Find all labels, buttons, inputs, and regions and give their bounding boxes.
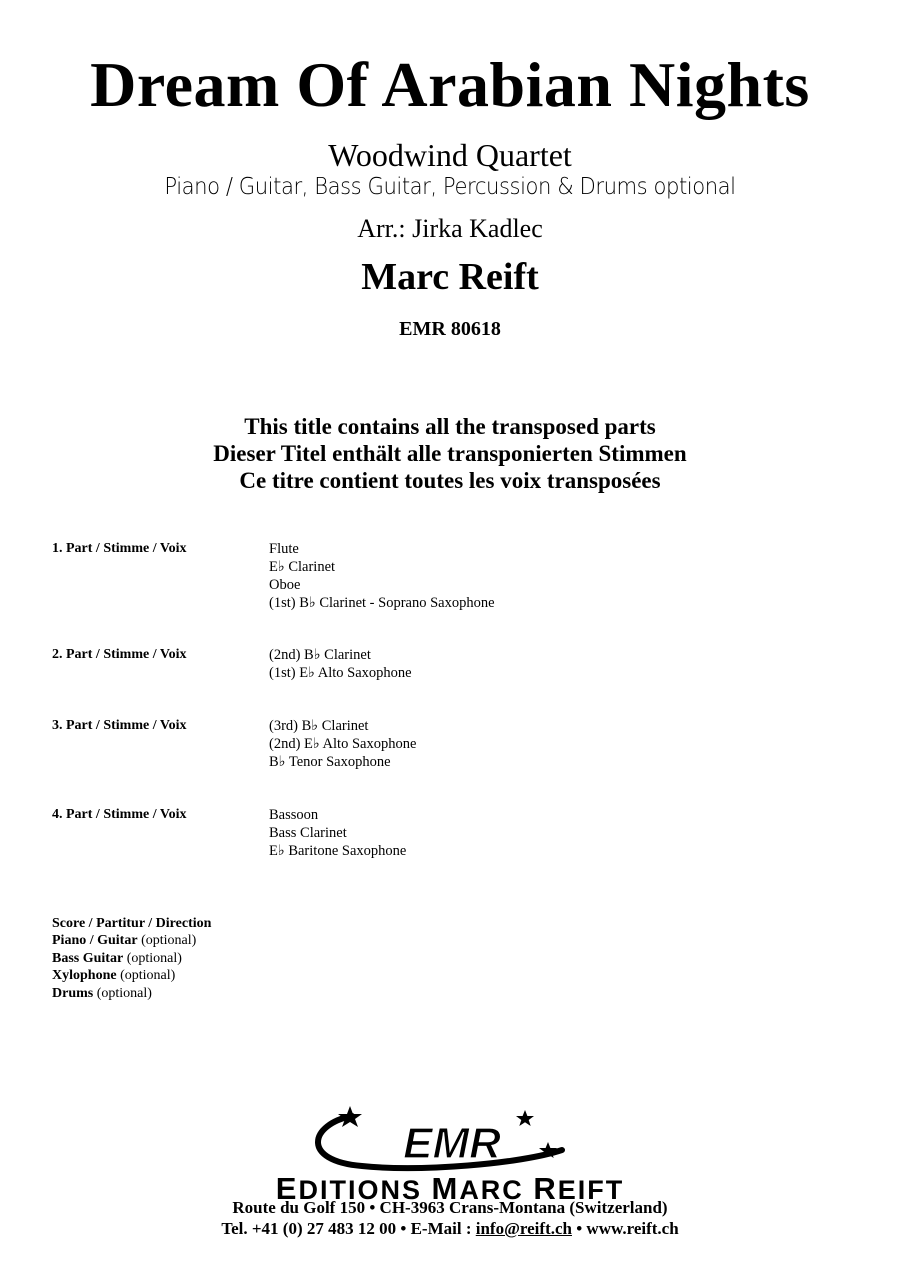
part-instruments [269, 540, 495, 612]
composer: Marc Reift [361, 256, 539, 298]
score-label: Score / Partitur / Direction [52, 916, 212, 931]
logo-text: EMR [403, 1119, 501, 1168]
notice-english: This title contains all the transposed parts [244, 414, 656, 439]
part-label: 4. Part / Stimme / Voix [52, 807, 187, 822]
publisher-word: EIFT [557, 1175, 625, 1205]
instrument: B♭ Tenor Saxophone [269, 754, 391, 770]
additional-parts [52, 915, 211, 1002]
piano-label: Piano / Guitar [52, 933, 138, 949]
email-link[interactable]: info@reift.ch [475, 1219, 572, 1238]
part-label: 3. Part / Stimme / Voix [52, 718, 187, 733]
instrument: (3rd) B♭ Clarinet [269, 718, 369, 734]
subtitle: Woodwind Quartet [328, 137, 572, 173]
instrument: Oboe [269, 577, 301, 593]
instrument: (1st) E♭ Alto Saxophone [269, 665, 412, 681]
emr-logo [300, 1106, 600, 1178]
optional-label: (optional) [96, 985, 152, 1001]
publisher-initial: M [431, 1171, 460, 1206]
publisher-address: Route du Golf 150 • CH-3963 Crans-Montana (Switzerland) [232, 1198, 668, 1217]
optional-label: (optional) [120, 968, 176, 984]
publisher-initial: R [533, 1171, 558, 1206]
instrument: (2nd) E♭ Alto Saxophone [269, 736, 417, 752]
instrument: (2nd) B♭ Clarinet [269, 647, 371, 663]
website: • www.reift.ch [571, 1219, 679, 1238]
part-instruments [269, 806, 406, 860]
instrument: (1st) B♭ Clarinet - Soprano Saxophone [269, 595, 495, 611]
instrument: E♭ Clarinet [269, 559, 336, 575]
notice-french: Ce titre contient toutes les voix transposées [239, 468, 661, 493]
instrument: Bass Clarinet [269, 825, 347, 841]
publisher-word: ARC [459, 1175, 534, 1205]
instrument: E♭ Baritone Saxophone [269, 843, 407, 859]
publisher-word: DITIONS [298, 1175, 432, 1205]
part-instruments [269, 646, 412, 682]
optional-label: (optional) [141, 933, 197, 949]
drums-label: Drums [52, 985, 94, 1001]
bass-label: Bass Guitar [52, 950, 124, 966]
optional-label: (optional) [126, 950, 182, 966]
part-instruments [269, 717, 416, 771]
title: Dream Of Arabian Nights [90, 49, 810, 120]
publisher-initial: E [275, 1171, 299, 1206]
xylophone-label: Xylophone [52, 968, 117, 984]
telephone: Tel. +41 (0) 27 483 12 00 • E-Mail : [221, 1219, 476, 1238]
publisher-contact [0, 1219, 900, 1239]
notice-german: Dieser Titel enthält alle transponierten Stimmen [213, 441, 687, 466]
catalog-number: EMR 80618 [399, 318, 501, 340]
instrumentation: Piano / Guitar, Bass Guitar, Percussion & Drums optional [164, 174, 736, 200]
transposed-parts-notice [0, 413, 900, 494]
instrument: Flute [269, 541, 299, 557]
part-label: 2. Part / Stimme / Voix [52, 647, 187, 662]
arranger: Arr.: Jirka Kadlec [357, 214, 543, 243]
instrument: Bassoon [269, 807, 319, 823]
part-label: 1. Part / Stimme / Voix [52, 541, 187, 556]
